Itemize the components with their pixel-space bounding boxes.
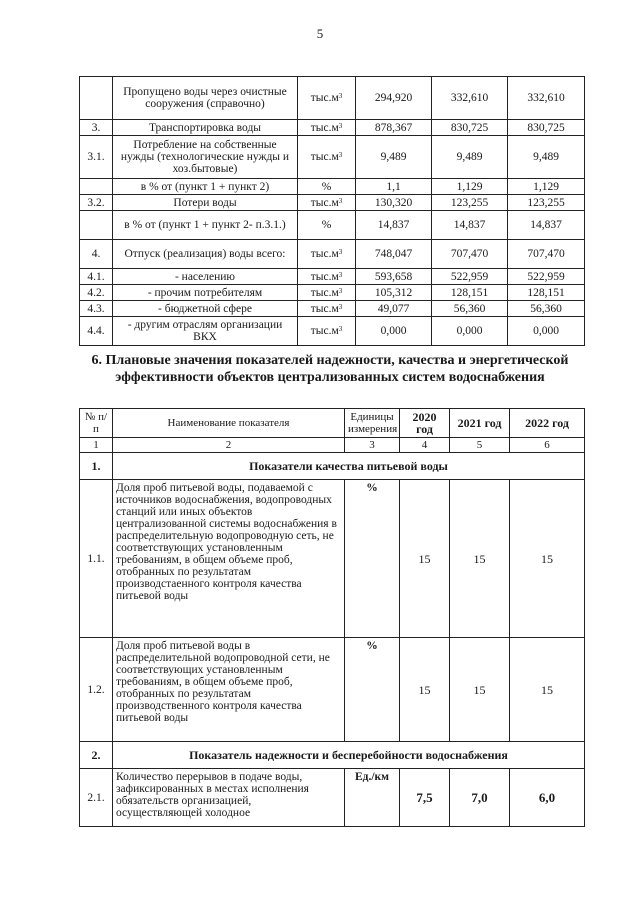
table-row [80,77,585,120]
col-number: 3 [345,438,400,453]
section-num: 1. [80,453,113,480]
value-2021 [432,120,508,136]
row-name [113,211,298,240]
value-2022 [508,195,585,211]
value-2020: 15 [400,480,450,638]
value-2021-text: 128,151 [450,286,489,299]
value-2022-text: 522,959 [527,270,565,283]
value-2022 [508,211,585,240]
row-num [80,120,113,136]
section-heading: Показатель надежности и бесперебойности водоснабжения [113,742,585,769]
row-unit: Ед./км [345,769,400,827]
col-number: 4 [400,438,450,453]
unit-superscript: 3 [338,270,343,279]
value-2021 [432,195,508,211]
row-unit [298,240,356,269]
value-2022-text: 128,151 [527,286,565,299]
section-title: 6. Плановые значения показателей надежности, качества и энергетической эффективности объектов централизованных систем водоснабжения [91,353,569,385]
table-row [80,301,585,317]
col-number: 6 [510,438,585,453]
value-2021 [432,240,508,269]
value-2021 [432,77,508,120]
row-num [80,195,113,211]
row-name [113,317,298,346]
value-2020 [356,240,432,269]
row-name-text: - населению [174,270,236,283]
col-number: 1 [80,438,113,453]
row-unit [298,301,356,317]
row-name-text: - другим отраслям организации ВКХ [127,319,283,343]
row-unit [298,317,356,346]
value-2020 [356,317,432,346]
row-unit-text: % [321,219,332,231]
unit-superscript: 3 [338,248,343,256]
value-2020 [356,120,432,136]
row-unit-text: тыс.м [310,248,339,260]
unit-superscript: 3 [338,151,343,159]
row-unit [298,211,356,240]
row-unit-text: % [321,180,332,193]
row-unit [298,77,356,120]
header-name: Наименование показателя [113,409,345,438]
row-name [113,136,298,179]
table-row [80,269,585,285]
table-row [80,195,585,211]
row-name [113,269,298,285]
section-row [80,453,585,480]
row-desc: Доля проб питьевой воды, подаваемой с источников водоснабжения, водопроводных станций или иных объектов централизованной системы водоснабжения в распределительную водопроводную сеть, не соответствующих установленным требованиям, в общем объеме проб, отобранных по результатам производстаенного контроля качества питьевой воды [113,480,345,638]
value-2021-text: 707,470 [450,248,489,260]
header-unit: Единицы измерения [345,409,400,438]
page-number: 5 [316,26,324,41]
section-row [80,742,585,769]
row-name [113,240,298,269]
value-2021 [432,317,508,346]
value-2021: 15 [450,638,510,742]
unit-superscript: 3 [338,92,343,100]
value-2022-text: 56,360 [530,302,562,315]
row-name-text: Пропущено воды через очистные сооружения (справочно) [123,86,287,110]
row-num: 2.1. [80,769,113,827]
unit-superscript: 3 [338,286,343,295]
value-2022-text: 0,000 [533,325,559,337]
row-name [113,285,298,301]
row-name-text: в % от (пункт 1 + пункт 2) [140,180,270,193]
row-unit-text: тыс.м [310,121,339,134]
value-2020-text: 105,312 [374,286,413,299]
row-unit-text: тыс.м [310,151,339,163]
row-name-text: - прочим потребителям [147,286,263,299]
value-2020-text: 878,367 [374,121,413,134]
value-2020 [356,77,432,120]
value-2021 [432,211,508,240]
row-num-text: 4.4. [87,325,105,337]
value-2022 [508,120,585,136]
value-2020-text: 9,489 [380,151,407,163]
value-2020 [356,211,432,240]
row-name-text: Потери воды [173,196,237,209]
value-2021 [432,285,508,301]
value-2021: 15 [450,480,510,638]
value-2020-text: 748,047 [374,248,413,260]
row-name-text: - бюджетной сфере [158,302,252,315]
row-unit-text: тыс.м [310,302,339,315]
row-unit [298,285,356,301]
value-2020-text: 1,1 [386,180,401,193]
water-balance-table [79,76,585,346]
value-2020 [356,269,432,285]
row-num [80,285,113,301]
table-row [80,179,585,195]
section-heading: Показатели качества питьевой воды [113,453,585,480]
row-unit-text: тыс.м [310,325,339,337]
row-name [113,195,298,211]
value-2021-text: 830,725 [450,121,489,134]
value-2021-text: 14,837 [453,219,486,231]
row-name-text: в % от (пункт 1 + пункт 2- п.3.1.) [124,219,286,231]
value-2020-text: 14,837 [377,219,410,231]
value-2020 [356,195,432,211]
value-2022: 6,0 [510,769,585,827]
value-2021 [432,269,508,285]
section-num: 2. [80,742,113,769]
value-2022: 15 [510,480,585,638]
header-num: № п/п [80,409,113,438]
row-num-text: 4.1. [87,270,105,283]
row-unit [298,120,356,136]
row-unit: % [345,480,400,638]
table-row [80,480,585,638]
value-2022-text: 1,129 [533,180,559,193]
row-name [113,179,298,195]
value-2021-text: 332,610 [450,92,489,104]
row-unit [298,136,356,179]
unit-superscript: 3 [338,196,343,205]
col-number: 5 [450,438,510,453]
value-2020-text: 130,320 [374,196,413,209]
table-row [80,211,585,240]
row-num-text: 4.2. [87,286,105,299]
row-name [113,77,298,120]
value-2021-text: 56,360 [453,302,486,315]
table-row [80,769,585,827]
value-2020 [356,136,432,179]
row-unit-text: тыс.м [310,196,339,209]
value-2021 [432,136,508,179]
table-row [80,285,585,301]
table-row [80,638,585,742]
desc-line: осуществляющей холодное [116,807,251,819]
header-row [80,409,585,438]
value-2020-text: 49,077 [377,302,410,315]
row-unit-text: тыс.м [310,286,339,299]
value-2022 [508,136,585,179]
value-2020: 15 [400,638,450,742]
value-2021-text: 0,000 [456,325,483,337]
value-2022 [508,240,585,269]
value-2022 [508,77,585,120]
row-name [113,301,298,317]
value-2021-text: 9,489 [456,151,483,163]
value-2022-text: 123,255 [527,196,565,209]
row-desc [113,769,345,827]
row-name [113,120,298,136]
row-num [80,240,113,269]
value-2022-text: 9,489 [533,151,559,163]
value-2020 [356,301,432,317]
row-name-text: Транспортировка воды [148,121,262,134]
value-2020: 7,5 [400,769,450,827]
unit-superscript: 3 [338,302,343,311]
table-row [80,120,585,136]
desc-line: зафиксированных в местах исполнения [116,783,309,795]
row-unit-text: тыс.м [310,270,339,283]
row-unit [298,269,356,285]
row-unit [298,195,356,211]
indicators-table [79,408,585,827]
desc-line: Количество перерывов в подаче воды, [116,771,303,783]
value-2022-text: 332,610 [527,92,565,104]
value-2022-text: 14,837 [530,219,562,231]
value-2020-text: 593,658 [374,270,413,283]
col-number: 2 [113,438,345,453]
value-2022 [508,301,585,317]
header-2020: 2020 год [400,409,450,438]
row-num: 1.2. [80,638,113,742]
unit-superscript: 3 [338,121,343,130]
value-2021-text: 123,255 [450,196,489,209]
value-2021 [432,179,508,195]
value-2022 [508,285,585,301]
row-num [80,136,113,179]
value-2021-text: 522,959 [450,270,489,283]
row-num [80,179,113,195]
row-num-text: 3.1. [87,151,105,163]
row-num [80,317,113,346]
value-2021 [432,301,508,317]
value-2022 [508,179,585,195]
value-2022-text: 707,470 [527,248,565,260]
row-num [80,77,113,120]
value-2022 [508,269,585,285]
value-2020 [356,179,432,195]
row-num [80,211,113,240]
row-unit [298,179,356,195]
row-num [80,269,113,285]
value-2022: 15 [510,638,585,742]
table-row [80,136,585,179]
row-num [80,301,113,317]
row-num-text: 3.2. [87,196,105,209]
row-unit: % [345,638,400,742]
header-2022: 2022 год [510,409,585,438]
table-row [80,240,585,269]
value-2022-text: 830,725 [527,121,565,134]
value-2021-text: 1,129 [456,180,483,193]
value-2020 [356,285,432,301]
row-num-text: 4. [91,248,101,260]
unit-superscript: 3 [338,325,343,333]
value-2022 [508,317,585,346]
row-desc: Доля проб питьевой воды в распределительной водопроводной сети, не соответствующих установленным требованиям, в общем объеме проб, отобранных по результатам производственного контроля качества питьевой воды [113,638,345,742]
row-num: 1.1. [80,480,113,638]
header-2021: 2021 год [450,409,510,438]
column-number-row [80,438,585,453]
value-2020-text: 0,000 [380,325,407,337]
row-name-text: Отпуск (реализация) воды всего: [124,248,286,260]
row-num-text: 3. [91,121,101,134]
value-2020-text: 294,920 [374,92,413,104]
row-unit-text: тыс.м [310,92,339,104]
value-2021: 7,0 [450,769,510,827]
row-num-text: 4.3. [87,302,105,315]
desc-line: обязательств организацией, [116,795,252,807]
table-row [80,317,585,346]
row-name-text: Потребление на собственные нужды (технологические нужды и хоз.бытовые) [120,139,290,175]
